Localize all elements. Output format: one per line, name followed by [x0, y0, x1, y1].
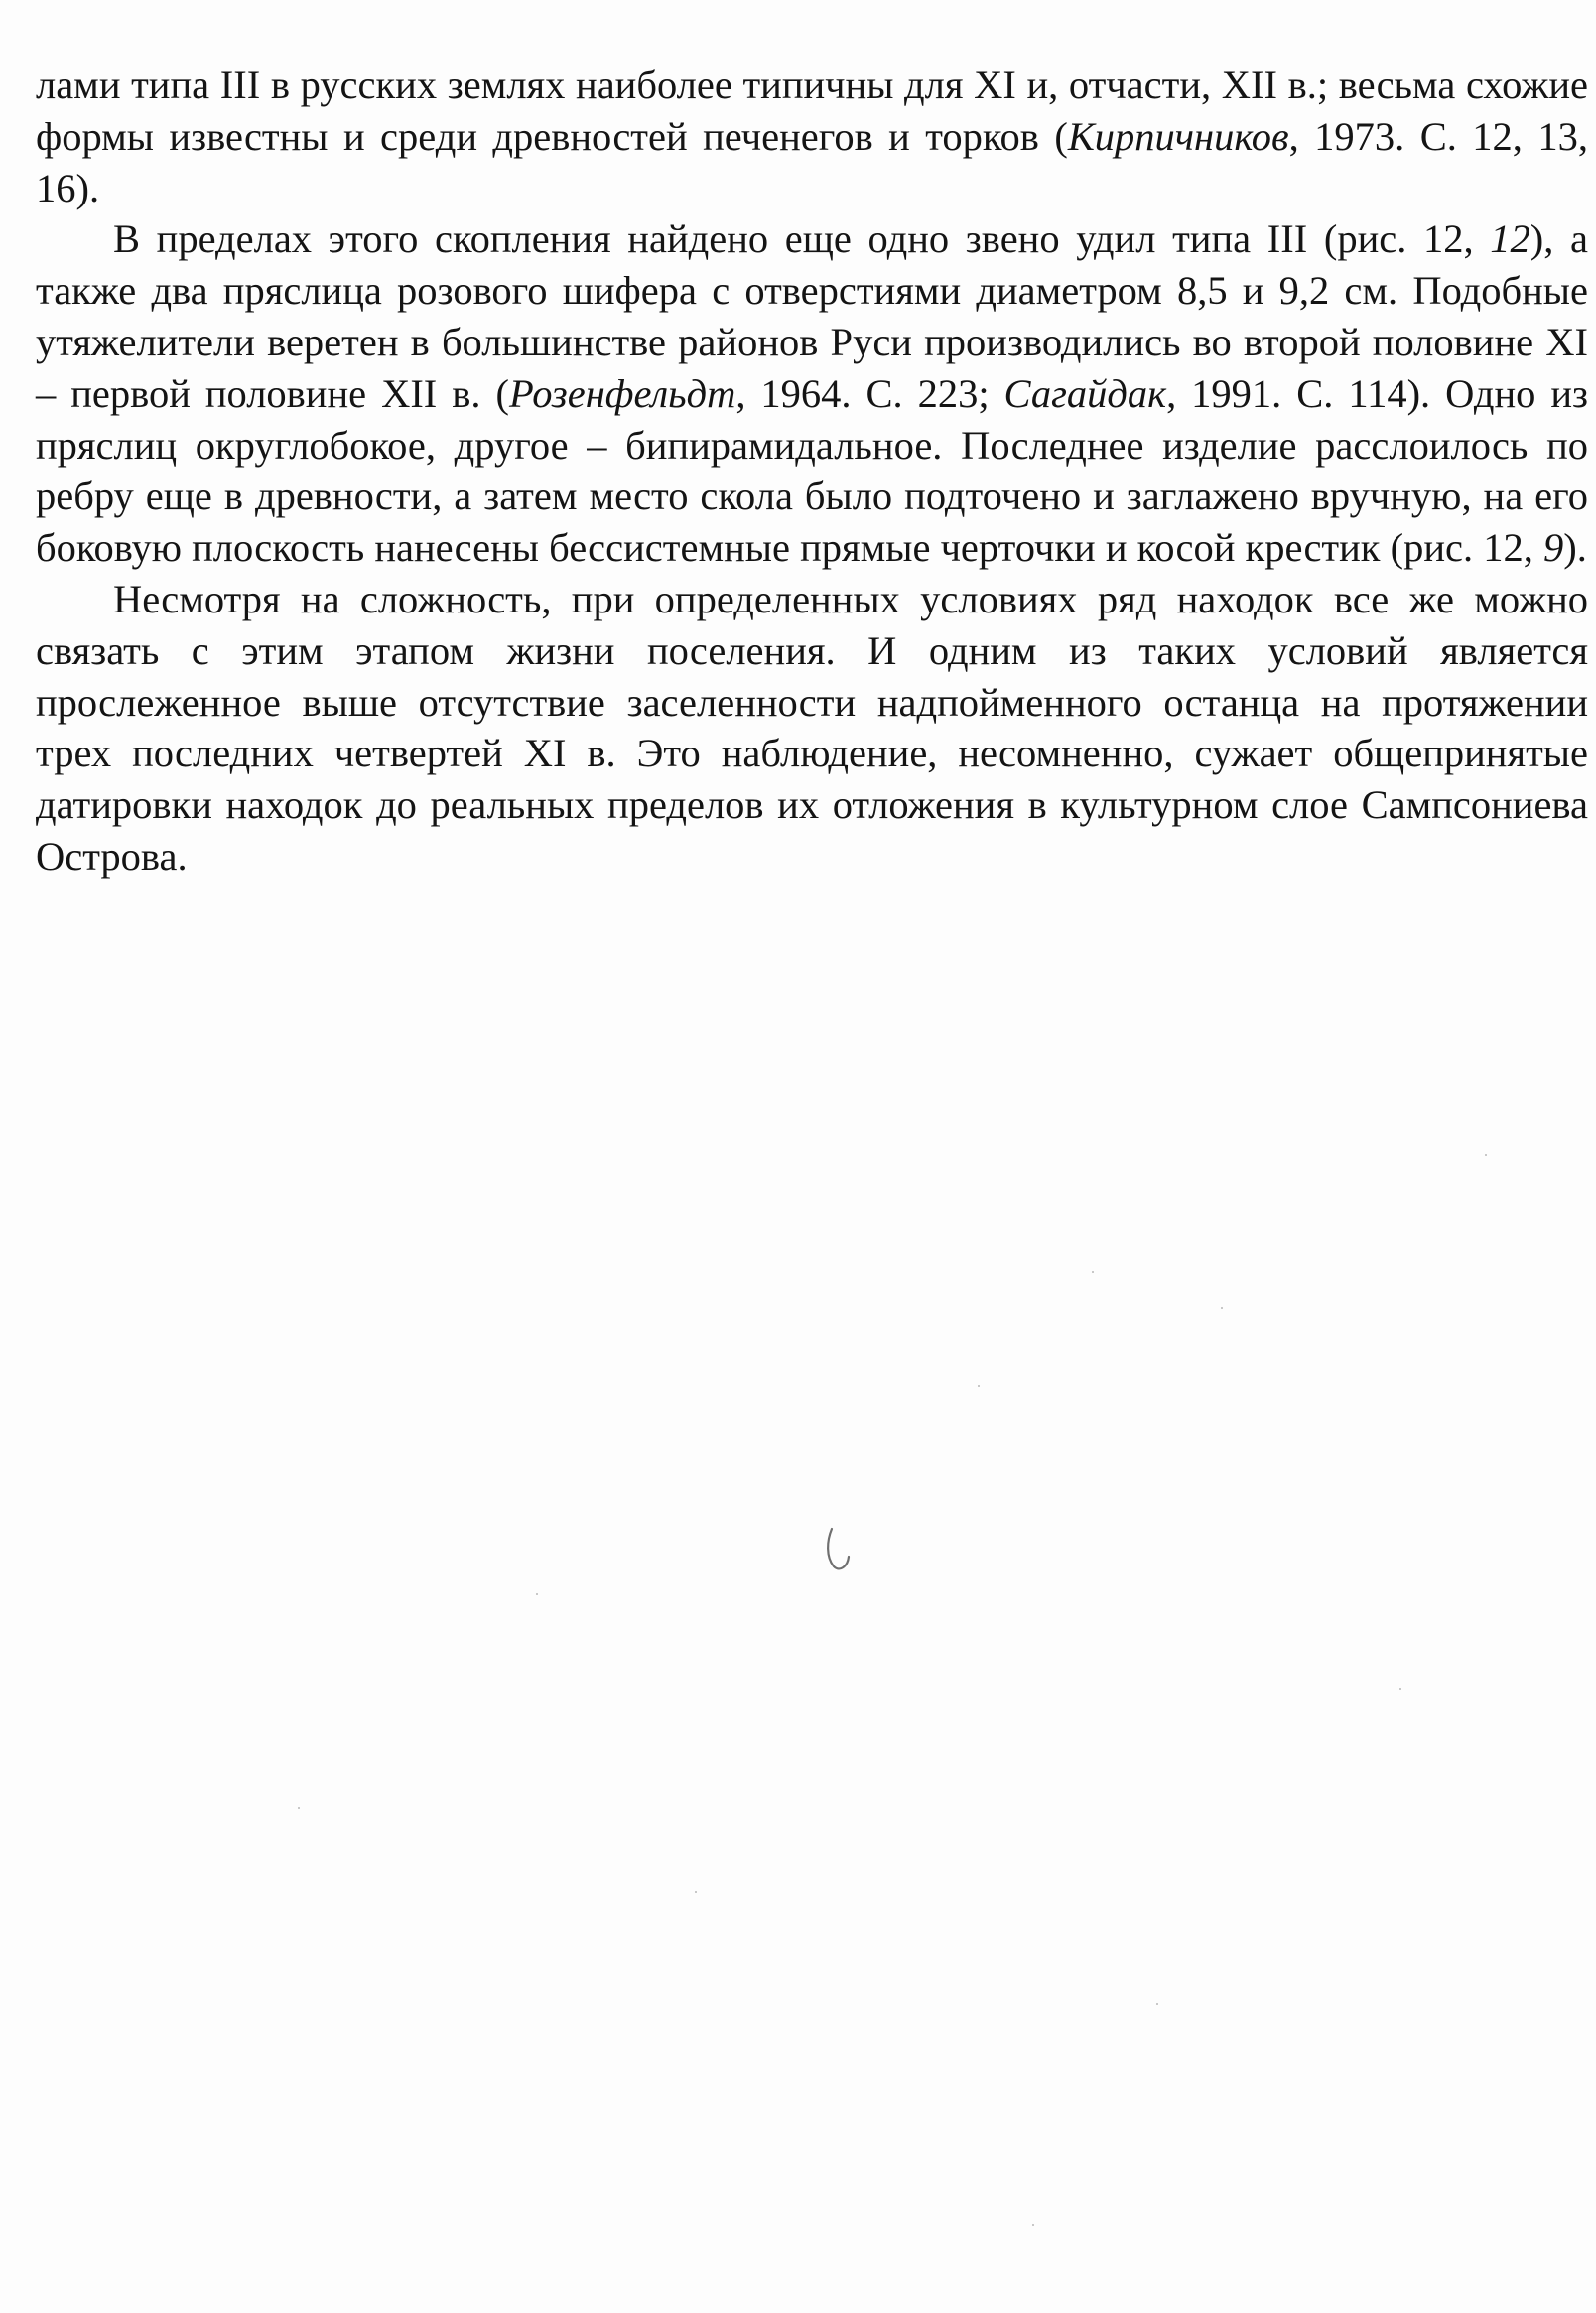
text-run: Несмотря на сложность, при определенных условиях ряд находок все же можно связать с этим этапом жизни поселения. И одним из таких условий является прослеженное выше отсутствие заселенности надпойменного останца на протяжении трех последних четвертей XI в. Это наблюдение, несомненно, сужает общепринятые датировки находок до реальных пределов их отложения в культурном слое Сампсониева Острова. — [36, 576, 1588, 879]
text-run: В пределах этого скопления найдено еще одно звено удил типа III (рис. 12, — [113, 216, 1491, 262]
speck — [978, 1385, 980, 1387]
body-text — [36, 60, 1588, 883]
italic-run: 9 — [1543, 525, 1564, 571]
speck — [536, 1593, 538, 1595]
paragraph-2 — [36, 213, 1588, 574]
pencil-mark — [822, 1527, 852, 1572]
italic-run: Кирпичников — [1067, 113, 1289, 159]
italic-run: 12 — [1490, 216, 1530, 262]
speck — [1485, 1154, 1487, 1156]
text-run: ). — [1563, 525, 1587, 571]
text-run: лами типа III в русских землях наиболее типичны для XI и, отчасти, XII в.; весьма схожие формы известны и среди древностей печенегов и торков ( — [36, 63, 1588, 159]
text-run: , 1973. С. 12, 13, 16). — [36, 113, 1588, 210]
speck — [1399, 1688, 1401, 1690]
speck — [1156, 2003, 1158, 2005]
speck — [298, 1807, 300, 1809]
text-run: , 1964. С. 223; — [735, 370, 1004, 416]
pencil-stroke — [828, 1529, 849, 1568]
speck — [1221, 1307, 1223, 1309]
speck — [1032, 2224, 1034, 2226]
italic-run: Розенфельдт — [508, 370, 736, 416]
speck — [1092, 1271, 1094, 1273]
paragraph-3 — [36, 574, 1588, 883]
text-run: ), а также два пряслица розового шифера с отверстиями диаметром 8,5 и 9,2 см. Подобные утяжелители веретен в большинстве районов Руси производились во второй половине XI – первой половине XII в. ( — [36, 216, 1588, 416]
paragraph-1 — [36, 60, 1588, 213]
speck — [695, 1891, 697, 1893]
text-run: , 1991. С. 114). Одно из пряслиц округлобокое, другое – бипирамидальное. Последнее изделие расслоилось по ребру еще в древности, а затем место скола было подточено и заглажено вручную, на его боковую плоскость нанесены бессистемные прямые черточки и косой крестик (рис. 12, — [36, 370, 1588, 571]
italic-run: Сагайдак — [1003, 370, 1167, 416]
